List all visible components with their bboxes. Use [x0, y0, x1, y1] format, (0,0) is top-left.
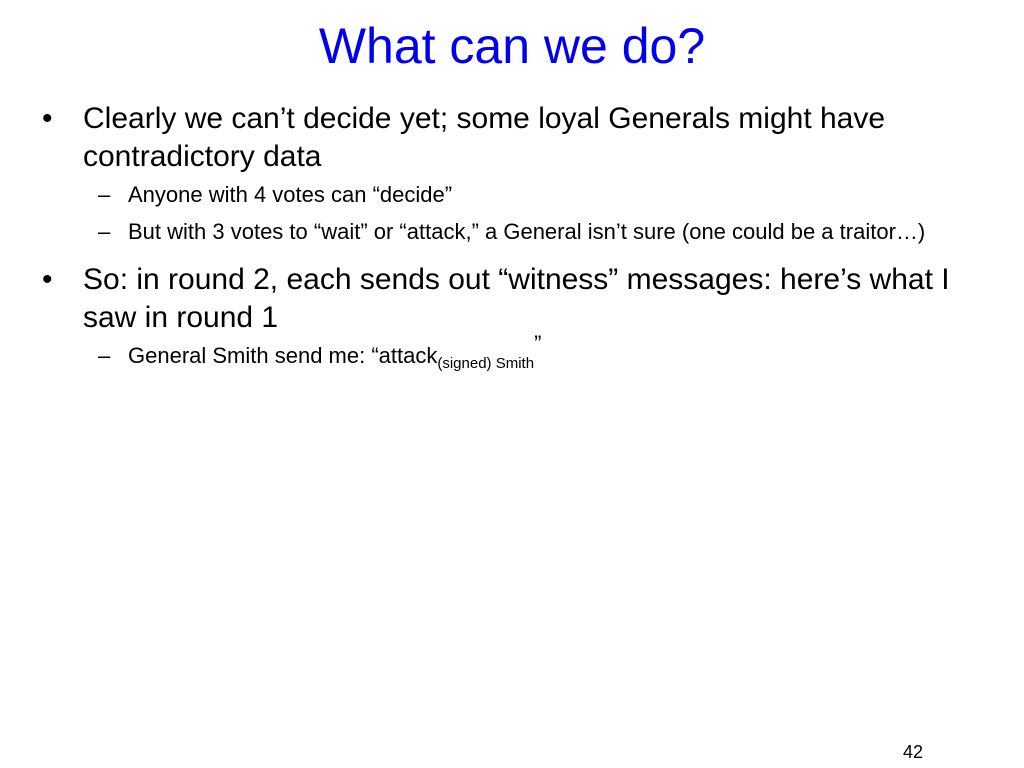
sub-bullet-text: General Smith send me: “attack: [128, 343, 438, 368]
sub-bullet-item: [40, 331, 1000, 372]
sub-bullet-marker: –: [98, 182, 111, 207]
bullet-marker: •: [42, 263, 53, 296]
slide-title: What can we do?: [318, 18, 706, 74]
signature-subscript: (signed) Smith: [437, 355, 535, 372]
closing-quote: ”: [534, 331, 542, 356]
bullet-text: Clearly we can’t decide yet; some loyal Generals might have contradictory data: [83, 102, 886, 173]
bullet-item: [40, 100, 1000, 176]
sub-bullet-list: [40, 331, 1000, 372]
sub-bullet-marker: –: [98, 343, 111, 368]
sub-bullet-item: [40, 179, 1000, 210]
page-number: 42: [903, 742, 924, 762]
sub-bullet-item: [40, 216, 1000, 247]
bullet-marker: •: [42, 102, 53, 135]
bullet-text: So: in round 2, each sends out “witness” messages: here’s what I saw in round 1: [83, 263, 950, 334]
sub-bullet-marker: –: [98, 219, 111, 244]
sub-bullet-list: [40, 179, 1000, 247]
bullet-item: [40, 261, 1000, 337]
slide-body: [40, 100, 1000, 385]
sub-bullet-text: Anyone with 4 votes can “decide”: [128, 182, 453, 207]
sub-bullet-text: But with 3 votes to “wait” or “attack,” a General isn’t sure (one could be a traitor…): [128, 219, 926, 244]
